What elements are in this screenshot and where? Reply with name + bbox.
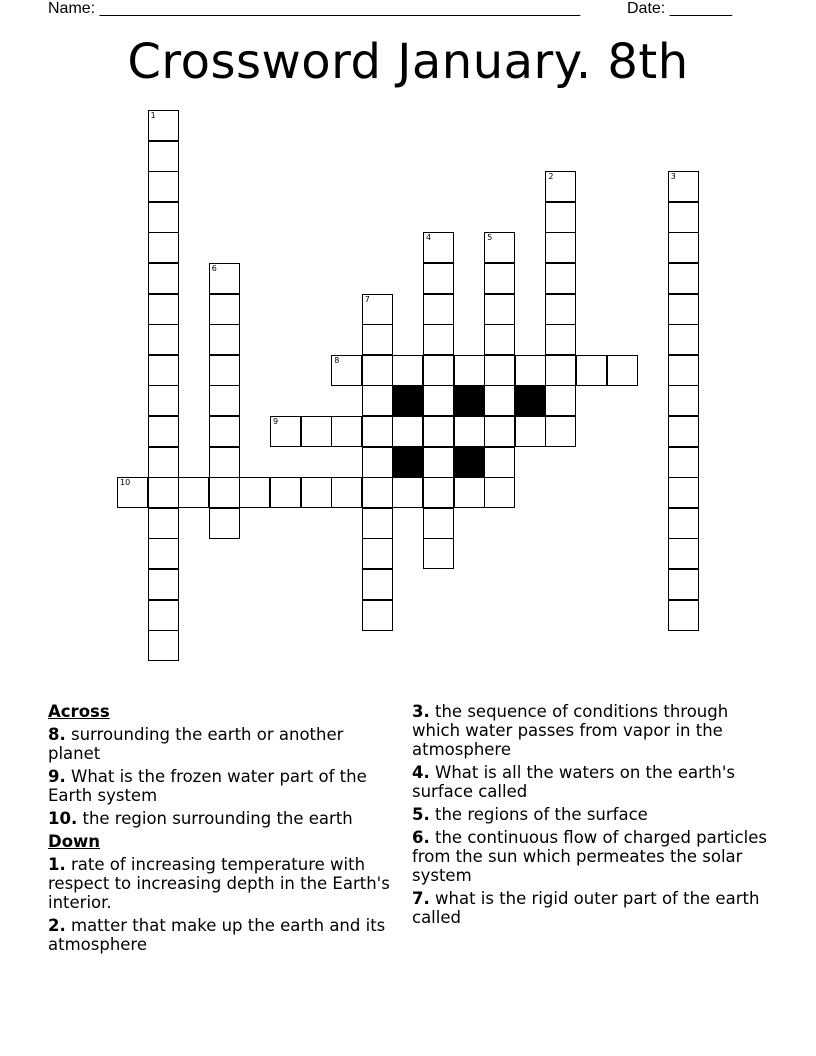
grid-cell[interactable] [484,355,515,386]
grid-cell[interactable] [668,416,699,447]
grid-cell[interactable] [392,355,423,386]
grid-cell[interactable] [484,324,515,355]
grid-cell[interactable] [148,324,179,355]
grid-cell[interactable] [209,294,240,325]
clue-across-8 [48,725,398,763]
clue-number: 9. [48,767,66,786]
grid-cell[interactable] [484,232,515,263]
grid-cell[interactable] [209,477,240,508]
clue-down-2 [48,916,398,954]
clue-number-label: 7 [364,294,370,304]
grid-cell[interactable] [148,355,179,386]
grid-cell[interactable] [148,569,179,600]
grid-cell[interactable] [668,355,699,386]
grid-cell[interactable] [209,385,240,416]
grid-cell[interactable] [362,324,393,355]
grid-cell[interactable] [545,232,576,263]
grid-cell[interactable] [178,477,209,508]
grid-cell[interactable] [148,416,179,447]
grid-cell[interactable] [362,600,393,631]
grid-cell[interactable] [545,355,576,386]
grid-cell[interactable] [545,385,576,416]
clue-text: What is all the waters on the earth's surface called [412,763,735,801]
grid-cell[interactable] [148,508,179,539]
grid-cell[interactable] [668,447,699,478]
clue-number-label: 9 [273,417,279,426]
clue-number: 3. [412,702,430,721]
clues-left-column [48,702,398,958]
grid-cell[interactable] [484,477,515,508]
name-field[interactable]: Name: ______________________________________________________ [48,0,581,17]
grid-cell[interactable] [484,416,515,447]
grid-cell[interactable] [454,477,485,508]
grid-cell[interactable] [423,355,454,386]
grid-cell[interactable] [668,171,699,202]
clue-text: the region surrounding the earth [82,809,353,828]
grid-cell[interactable] [392,416,423,447]
clue-text: the continuous flow of charged particles from the sun which permeates the solar system [412,828,767,885]
grid-cell[interactable] [362,416,393,447]
grid-cell[interactable] [423,263,454,294]
grid-cell[interactable] [148,171,179,202]
grid-cell[interactable] [362,477,393,508]
clue-number: 10. [48,809,78,828]
grid-cell[interactable] [148,202,179,233]
grid-cell[interactable] [148,232,179,263]
grid-cell[interactable] [423,416,454,447]
clue-text: rate of increasing temperature with respect to increasing depth in the Earth's interior. [48,855,390,912]
grid-cell[interactable] [362,447,393,478]
grid-cell[interactable] [148,385,179,416]
clue-number-label: 5 [487,233,493,243]
grid-block [454,385,485,416]
clue-across-9 [48,767,398,805]
grid-cell[interactable] [484,263,515,294]
grid-cell[interactable] [331,416,362,447]
grid-cell[interactable] [668,202,699,233]
grid-cell[interactable] [423,294,454,325]
grid-cell[interactable] [484,447,515,478]
grid-cell[interactable] [270,477,301,508]
grid-cell[interactable] [423,508,454,539]
date-field[interactable]: Date: _______ [627,0,732,17]
clue-number: 7. [412,889,430,908]
clue-down-1 [48,855,398,912]
grid-cell[interactable] [148,294,179,325]
grid-cell[interactable] [331,355,362,386]
clue-across-10 [48,809,398,828]
grid-cell[interactable] [209,263,240,294]
grid-cell[interactable] [423,385,454,416]
grid-cell[interactable] [209,355,240,386]
clue-number-label: 2 [548,172,554,182]
grid-cell[interactable] [423,447,454,478]
clue-number: 8. [48,725,66,744]
grid-cell[interactable] [270,416,301,447]
clue-text: What is the frozen water part of the Earth system [48,767,367,805]
grid-cell[interactable] [423,232,454,263]
grid-cell[interactable] [209,447,240,478]
grid-cell[interactable] [545,324,576,355]
clue-number: 6. [412,828,430,847]
grid-cell[interactable] [668,324,699,355]
grid-cell[interactable] [484,385,515,416]
grid-cell[interactable] [148,447,179,478]
grid-cell[interactable] [362,294,393,325]
grid-cell[interactable] [454,416,485,447]
grid-cell[interactable] [515,416,546,447]
grid-cell[interactable] [301,416,332,447]
grid-cell[interactable] [668,232,699,263]
grid-cell[interactable] [392,477,423,508]
grid-cell[interactable] [423,477,454,508]
grid-cell[interactable] [607,355,638,386]
grid-block [515,385,546,416]
clue-text: the regions of the surface [435,805,648,824]
grid-cell[interactable] [148,141,179,172]
grid-cell[interactable] [117,477,148,508]
grid-cell[interactable] [148,630,179,661]
grid-cell[interactable] [209,508,240,539]
down-heading: Down [48,832,101,851]
page-title: Crossword January. 8th [127,34,689,90]
grid-cell[interactable] [545,416,576,447]
clue-number: 1. [48,855,66,874]
grid-cell[interactable] [148,600,179,631]
grid-block [454,447,485,478]
grid-cell[interactable] [484,294,515,325]
grid-cell[interactable] [362,355,393,386]
grid-cell[interactable] [668,538,699,569]
grid-cell[interactable] [545,171,576,202]
clue-down-5 [412,805,772,824]
clue-number: 5. [412,805,430,824]
grid-cell[interactable] [576,355,607,386]
grid-cell[interactable] [454,355,485,386]
clue-text: the sequence of conditions through which water passes from vapor in the atmosphere [412,702,729,759]
grid-cell[interactable] [668,477,699,508]
grid-block [392,447,423,478]
clue-number-label: 1 [150,111,156,120]
clue-number-label: 6 [211,264,217,273]
clues-right-column [412,702,772,931]
clue-number-label: 8 [334,355,340,365]
grid-cell[interactable] [362,508,393,539]
clue-number-label: 10 [120,478,131,488]
grid-cell[interactable] [239,477,270,508]
grid-cell[interactable] [668,294,699,325]
grid-cell[interactable] [301,477,332,508]
clue-number: 4. [412,763,430,782]
grid-cell[interactable] [668,569,699,600]
grid-cell[interactable] [668,508,699,539]
grid-cell[interactable] [423,324,454,355]
clue-down-4 [412,763,772,801]
grid-cell[interactable] [362,538,393,569]
across-heading: Across [48,702,110,721]
grid-cell[interactable] [362,569,393,600]
clue-down-3 [412,702,772,759]
grid-cell[interactable] [668,385,699,416]
clue-text: what is the rigid outer part of the earth called [412,889,760,927]
clue-number-label: 4 [426,233,432,243]
grid-cell[interactable] [209,324,240,355]
grid-cell[interactable] [515,355,546,386]
grid-cell[interactable] [148,477,179,508]
grid-cell[interactable] [545,202,576,233]
grid-cell[interactable] [209,416,240,447]
grid-cell[interactable] [545,263,576,294]
grid-cell[interactable] [148,263,179,294]
clue-text: matter that make up the earth and its atmosphere [48,916,386,954]
grid-cell[interactable] [362,385,393,416]
grid-cell[interactable] [668,263,699,294]
clue-down-7 [412,889,772,927]
grid-cell[interactable] [148,110,179,141]
grid-cell[interactable] [331,477,362,508]
grid-cell[interactable] [423,538,454,569]
clue-text: surrounding the earth or another planet [48,725,344,763]
clue-number-label: 3 [670,172,676,182]
grid-block [392,385,423,416]
grid-cell[interactable] [148,538,179,569]
clue-number: 2. [48,916,66,935]
grid-cell[interactable] [545,294,576,325]
grid-cell[interactable] [668,600,699,631]
clue-down-6 [412,828,772,885]
